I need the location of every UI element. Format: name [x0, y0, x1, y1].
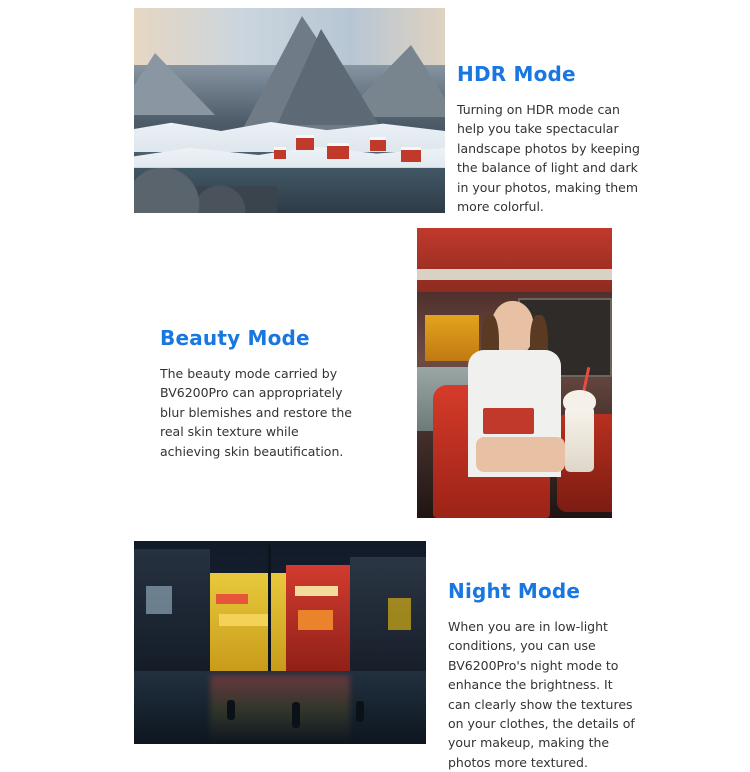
section-hdr-mode — [134, 8, 642, 216]
red-cabin — [274, 147, 286, 159]
red-cabin — [296, 135, 314, 150]
milkshake-glass — [565, 408, 594, 472]
neon-sign — [388, 598, 411, 630]
neon-sign — [298, 610, 333, 630]
diner-ceiling — [417, 228, 612, 292]
foreground-rocks — [134, 168, 277, 213]
neon-sign — [219, 614, 272, 626]
red-cabin — [401, 147, 421, 162]
section-night-mode — [134, 541, 638, 772]
hdr-mode-photo — [134, 8, 445, 213]
ceiling-trim — [417, 269, 612, 281]
pedestrian — [356, 701, 364, 722]
street-pole — [268, 545, 271, 679]
beauty-mode-body: The beauty mode carried by BV6200Pro can appropriately blur blemishes and restore the real skin texture while achieving skin beautification. — [160, 366, 352, 459]
hdr-mode-body: Turning on HDR mode can help you take spectacular landscape photos by keeping the balance of light and dark in your photos, making them more colorful. — [457, 102, 640, 214]
mountain-left — [134, 53, 215, 115]
pedestrian — [292, 702, 300, 728]
neon-sign — [146, 586, 172, 614]
hdr-mode-heading: HDR Mode — [457, 62, 576, 86]
neon-sign — [216, 594, 248, 604]
night-mode-photo — [134, 541, 426, 744]
shirt-logo — [483, 408, 534, 434]
neon-sign — [295, 586, 339, 596]
beauty-mode-heading: Beauty Mode — [160, 326, 310, 350]
red-cabin — [327, 143, 349, 159]
night-mode-heading: Night Mode — [448, 579, 581, 603]
pedestrian — [227, 700, 235, 720]
mountain-peak-secondary — [277, 29, 379, 125]
night-mode-body: When you are in low-light conditions, you can use BV6200Pro's night mode to enhance the brightness. It can clearly show the textures on your clothes, the details of your makeup, making the photos more textured. — [448, 619, 635, 770]
red-cabin — [370, 137, 386, 151]
section-beauty-mode — [160, 228, 612, 518]
beauty-mode-text-column — [160, 228, 360, 461]
beauty-mode-photo — [417, 228, 612, 518]
arm — [476, 437, 566, 472]
night-mode-text-column — [448, 541, 638, 772]
hdr-mode-text-column — [457, 8, 642, 216]
